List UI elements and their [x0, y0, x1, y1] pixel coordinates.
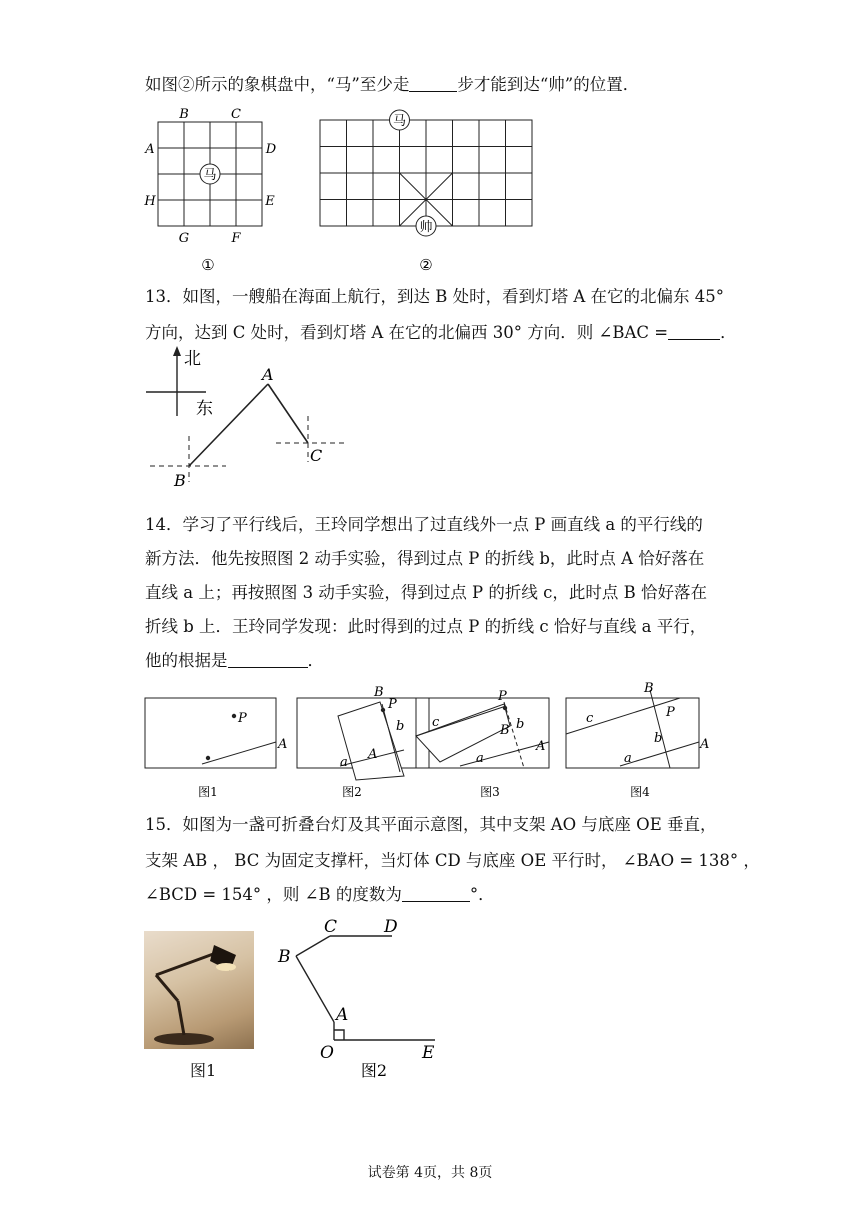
q15-label-D: D: [384, 917, 398, 937]
q15-line3-text: ∠BCD = 154° ，则 ∠B 的度数为: [145, 885, 402, 904]
intro-text-before: 如图②所示的象棋盘中，“马”至少走: [145, 75, 410, 94]
q15-label-O: O: [320, 1043, 334, 1063]
fig3-caption: 图3: [480, 785, 500, 799]
figure-q15-schematic: [270, 914, 450, 1084]
q15-label-E: E: [422, 1043, 435, 1063]
figure-q14: [140, 676, 710, 802]
fig2-label-B: B: [374, 685, 384, 700]
intro-text-after: 步才能到达“帅”的位置．: [457, 75, 640, 94]
fig1-caption: 图1: [198, 785, 218, 799]
figure-board-1: [140, 100, 290, 272]
fig4-label-B: B: [644, 681, 654, 696]
answer-blank-14[interactable]: [228, 651, 308, 668]
q15-line1: 15．如图为一盏可折叠台灯及其平面示意图，其中支架 AO 与底座 OE 垂直，: [145, 815, 717, 834]
fig4-label-c: c: [586, 711, 594, 726]
board1-label-H: H: [144, 194, 156, 209]
q15-label-B: B: [278, 947, 291, 967]
fig3-label-P: P: [498, 689, 507, 704]
fig3-label-a: a: [476, 751, 484, 766]
fig4-label-a: a: [624, 751, 632, 766]
board1-label-D: D: [265, 142, 277, 157]
answer-blank-12[interactable]: [409, 75, 457, 92]
board1-caption: ①: [201, 256, 215, 272]
north-arrow-icon: [173, 346, 181, 356]
q14-line5-text: 他的根据是: [145, 651, 228, 670]
q13-line2: [145, 322, 737, 344]
q13-line1: 13．如图，一艘船在海面上航行，到达 B 处时，看到灯塔 A 在它的北偏东 45°: [145, 287, 725, 306]
q14-line4: 折线 b 上．王玲同学发现：此时得到的过点 P 的折线 c 恰好与直线 a 平行，: [145, 617, 707, 636]
answer-blank-15[interactable]: [402, 885, 470, 902]
q15-label-A: A: [336, 1005, 349, 1025]
horse-piece-board2-label: 马: [392, 114, 407, 129]
horse-piece-label: 马: [203, 168, 217, 183]
q15-line3: [145, 884, 495, 906]
fig3-label-A: A: [536, 739, 546, 754]
page-footer: 试卷第 4页，共 8页: [367, 1165, 493, 1181]
fig2-label-P: P: [388, 697, 397, 712]
fig3-label-b: b: [516, 717, 525, 732]
answer-blank-13[interactable]: [668, 323, 720, 340]
east-label: 东: [196, 399, 213, 419]
fig2-label-A: A: [368, 747, 378, 762]
q14-line2: 新方法．他先按照图 2 动手实验，得到过点 P 的折线 b，此时点 A 恰好落在: [145, 549, 705, 568]
q13-line2-end: ．: [720, 323, 737, 342]
fig2-label-b: b: [396, 719, 405, 734]
board1-label-E: E: [265, 194, 275, 209]
q15-fig1-caption: 图1: [190, 1061, 217, 1080]
fig2-label-a: a: [340, 755, 348, 770]
q14-line5: [145, 650, 324, 672]
figure-q13: [140, 344, 360, 492]
fig1-label-P: P: [238, 711, 247, 726]
marshal-piece-label: 帅: [419, 220, 433, 235]
intro-line: [145, 74, 639, 96]
board1-label-C: C: [231, 107, 241, 122]
q13-label-C: C: [310, 446, 323, 465]
board1-label-A: A: [145, 142, 155, 157]
q13-line2-text: 方向，达到 C 处时，看到灯塔 A 在它的北偏西 30° 方向．则 ∠BAC =: [145, 323, 669, 342]
fig4-label-b: b: [654, 731, 663, 746]
fig4-label-A: A: [700, 737, 710, 752]
q14-line5-end: ．: [307, 651, 324, 670]
north-label: 北: [184, 349, 201, 369]
board1-label-B: B: [179, 107, 189, 122]
board1-label-G: G: [178, 231, 190, 246]
q13-label-B: B: [174, 471, 186, 490]
q15-fig2-caption: 图2: [360, 1061, 388, 1080]
q13-label-A: A: [262, 365, 274, 384]
board2-caption: ②: [419, 256, 433, 272]
q15-line2: 支架 AB ， BC 为固定支撑杆，当灯体 CD 与底座 OE 平行时， ∠BAO = 138° ，: [145, 851, 760, 870]
fig1-label-A: A: [278, 737, 288, 752]
q14-line1: 14．学习了平行线后，王玲同学想出了过直线外一点 P 画直线 a 的平行线的: [145, 515, 703, 534]
fig3-label-B: B: [500, 723, 510, 738]
q15-line3-end: °．: [469, 885, 495, 904]
q15-label-C: C: [324, 917, 338, 937]
fig2-caption: 图2: [342, 785, 362, 799]
fig4-caption: 图4: [630, 785, 650, 799]
fig4-label-P: P: [666, 705, 675, 720]
q14-line3: 直线 a 上；再按照图 3 动手实验，得到过点 P 的折线 c，此时点 B 恰好落在: [145, 583, 708, 602]
desk-lamp-photo: [144, 931, 254, 1049]
board1-label-F: F: [231, 231, 241, 246]
fig3-label-c: c: [432, 715, 440, 730]
figure-board-2: [310, 104, 540, 272]
